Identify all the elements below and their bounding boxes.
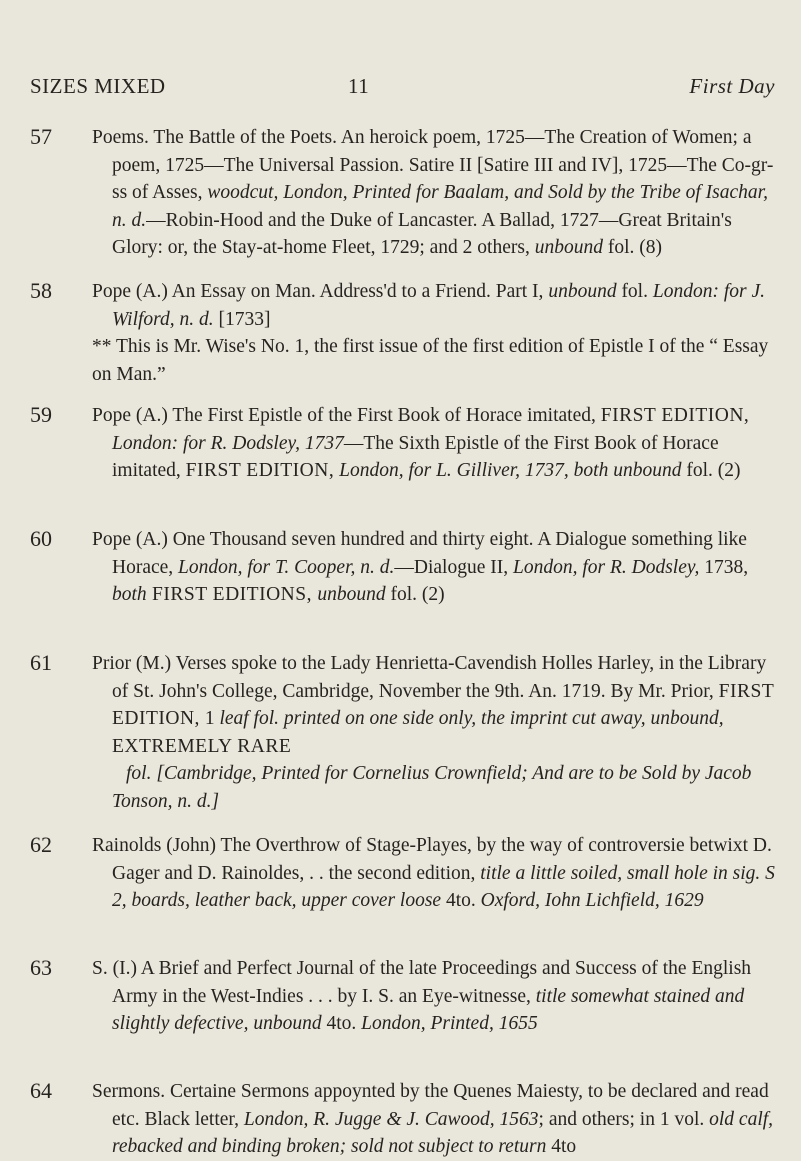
- lot-number: 61: [30, 650, 52, 675]
- header-section-title: SIZES MIXED: [30, 74, 166, 98]
- lot-entry: [30, 832, 775, 915]
- lot-format: fol. (8): [602, 237, 662, 258]
- lot-number: 58: [30, 278, 52, 303]
- lot-entry: [30, 650, 775, 815]
- lot-description: S. (I.) A Brief and Perfect Journal of the late Proceedings and Success of the English Army in the West-Indies . . . by I. S. an Eye-witnesse, title somewhat stained and slightly defective, unbound 4to. London, Printed, 1655: [92, 958, 752, 1034]
- lot-description: Sermons. Certaine Sermons appoynted by the Quenes Maiesty, to be declared and read etc. Black letter, London, R. Jugge & J. Cawood, 1563; and others; in 1 vol. old calf, rebacked and binding broken; sold not subject to return 4to: [92, 1081, 774, 1157]
- header-sale-day: First Day: [689, 74, 775, 98]
- lot-entry: [30, 1078, 775, 1161]
- lot-description: Rainolds (John) The Overthrow of Stage-Playes, by the way of controversie betwixt D. Gager and D. Rainoldes, . . the second edition, title a little soiled, small hole in sig. S 2, boards, leather back, upper cover loose 4to. Oxford, Iohn Lichfield, 1629: [92, 835, 775, 911]
- lot-description: Pope (A.) One Thousand seven hundred and thirty eight. A Dialogue something like Horace, London, for T. Cooper, n. d.—Dialogue II, London, for R. Dodsley, 1738, both FIRST EDITIONS, unbound fol. (2): [92, 529, 749, 605]
- lot-entry: [30, 526, 775, 609]
- lot-number: 63: [30, 955, 52, 980]
- lot-entry: [30, 402, 775, 485]
- lot-number: 60: [30, 526, 52, 551]
- lot-description: Prior (M.) Verses spoke to the Lady Henrietta-Cavendish Holles Harley, in the Library of St. John's College, Cambridge, November the 9th. An. 1719. By Mr. Prior, FIRST EDITION, 1 leaf fol. printed on one side only, the imprint cut away, unbound, EXTREMELY RARE fol. [Cambridge, Printed for Cornelius Crownfield; And are to be Sold by Jacob Tonson, n. d.]: [92, 653, 774, 812]
- page-header: [30, 74, 775, 104]
- lot-note: ** This is Mr. Wise's No. 1, the first issue of the first edition of Epistle I of the “ Essay on Man.”: [92, 336, 769, 385]
- lot-description: Pope (A.) An Essay on Man. Address'd to a Friend. Part I, unbound fol. London: for J. Wilford, n. d. [1733]: [92, 281, 765, 330]
- lot-entry: [30, 955, 775, 1038]
- lot-number: 59: [30, 402, 52, 427]
- lot-number: 57: [30, 124, 52, 149]
- lot-number: 62: [30, 832, 52, 857]
- lot-entry: [30, 278, 775, 388]
- lot-description: Pope (A.) The First Epistle of the First Book of Horace imitated, FIRST EDITION, London: for R. Dodsley, 1737—The Sixth Epistle of the First Book of Horace imitated, FIRST EDITION, London, for L. Gilliver, 1737, both unbound fol. (2): [92, 405, 750, 481]
- lot-number: 64: [30, 1078, 52, 1103]
- lot-description: Poems. The Battle of the Poets. An heroick poem, 1725—The Creation of Women; a poem, 1725—The Universal Passion. Satire II [Satire III and IV], 1725—The Co-gr-ss of Asses, woodcut, London, Printed for Baalam, and Sold by the Tribe of Isachar, n. d.—Robin-Hood and the Duke of Lancaster. A Ballad, 1727—Great Britain's Glory: or, the Stay-at-home Fleet, 1729; and 2 others, unbound fol. (8): [92, 127, 774, 258]
- page-number: 11: [348, 74, 370, 98]
- lot-entry: [30, 124, 775, 262]
